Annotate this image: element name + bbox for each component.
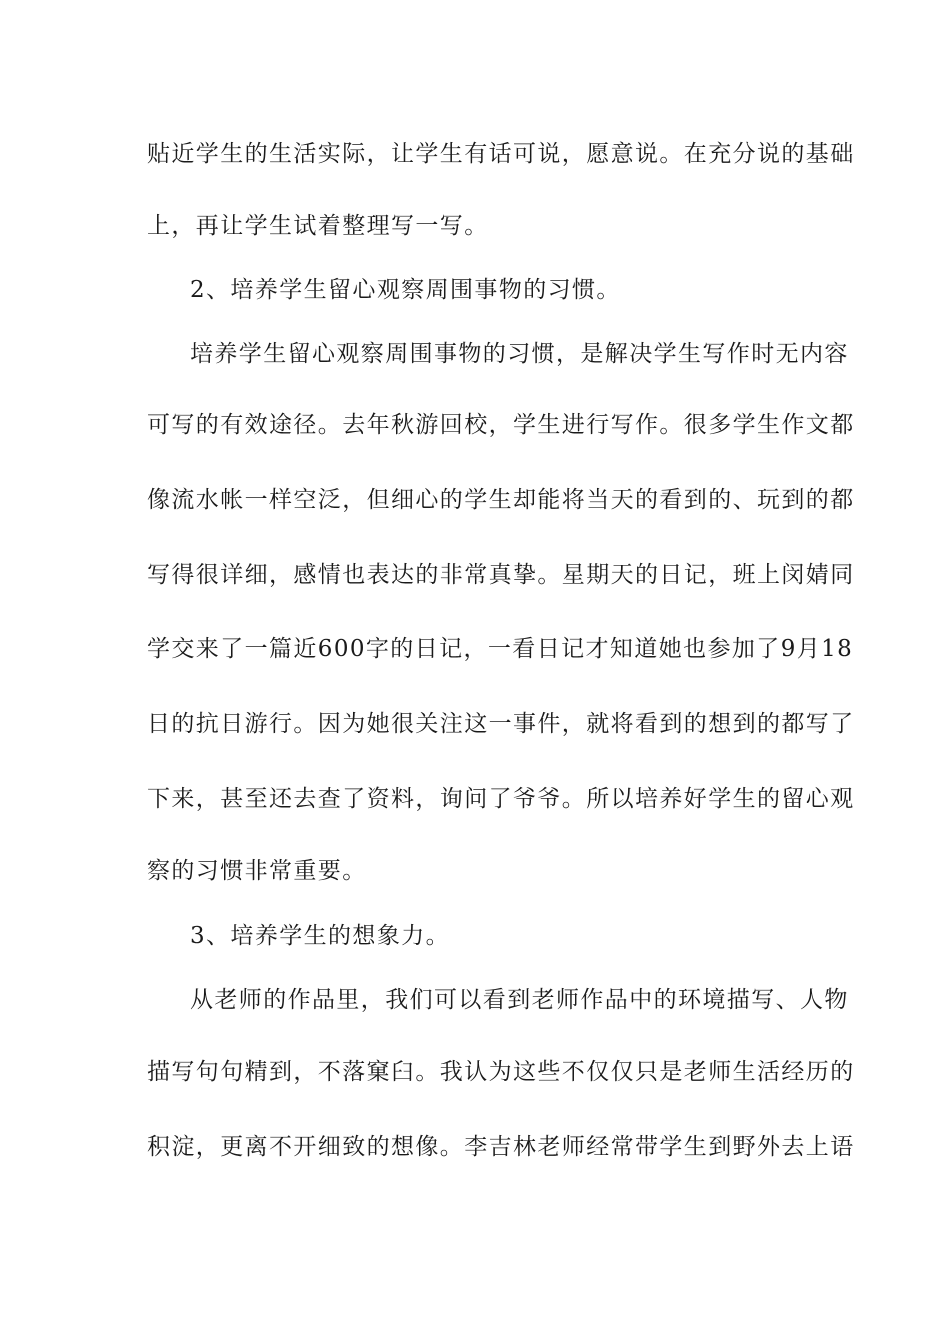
paragraph-line: 描写句句精到，不落窠臼。我认为这些不仅仅只是老师生活经历的 — [147, 1059, 855, 1085]
paragraph-line: 写得很详细，感情也表达的非常真挚。星期天的日记，班上闵婧同 — [147, 562, 855, 588]
paragraph-line: 学交来了一篇近600字的日记，一看日记才知道她也参加了9月18 — [147, 636, 854, 662]
section-heading: 3、培养学生的想象力。 — [190, 923, 451, 949]
paragraph-line: 贴近学生的生活实际，让学生有话可说，愿意说。在充分说的基础 — [147, 141, 855, 167]
paragraph-line: 从老师的作品里，我们可以看到老师作品中的环境描写、人物 — [190, 987, 849, 1013]
paragraph-line: 像流水帐一样空泛，但细心的学生却能将当天的看到的、玩到的都 — [147, 487, 855, 513]
section-heading: 2、培养学生留心观察周围事物的习惯。 — [190, 277, 621, 303]
paragraph-line: 培养学生留心观察周围事物的习惯，是解决学生写作时无内容 — [190, 341, 849, 367]
paragraph-line: 可写的有效途径。去年秋游回校，学生进行写作。很多学生作文都 — [147, 412, 855, 438]
paragraph-line: 日的抗日游行。因为她很关注这一事件，就将看到的想到的都写了 — [147, 711, 855, 737]
paragraph-line: 上，再让学生试着整理写一写。 — [147, 213, 489, 239]
paragraph-line: 下来，甚至还去查了资料，询问了爷爷。所以培养好学生的留心观 — [147, 786, 855, 812]
paragraph-line: 察的习惯非常重要。 — [147, 858, 367, 884]
paragraph-line: 积淀，更离不开细致的想像。李吉林老师经常带学生到野外去上语 — [147, 1134, 855, 1160]
